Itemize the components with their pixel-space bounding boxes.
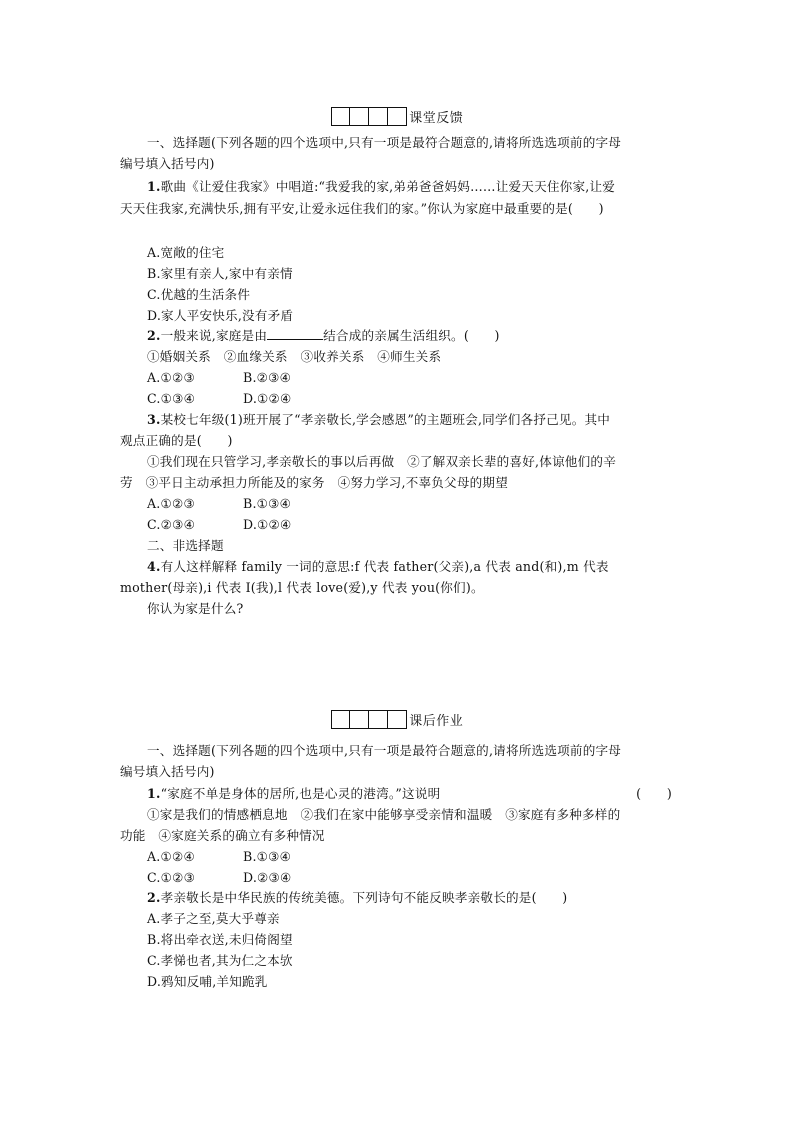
question-number: 1. <box>147 179 161 194</box>
option-b: B.家里有亲人,家中有亲情 <box>147 266 293 281</box>
header-box <box>387 107 407 126</box>
option-c: C.①③④ <box>147 391 196 406</box>
option-a: A.宽敞的住宅 <box>147 245 225 260</box>
section-header-homework <box>0 707 794 729</box>
question-text: 某校七年级(1)班开展了“孝亲敬长,学会感恩”的主题班会,同学们各抒己见。其中 <box>160 412 611 427</box>
question-3-line-2: 观点正确的是( ) <box>120 433 233 448</box>
header-box <box>349 107 369 126</box>
header-boxes <box>331 107 405 126</box>
part1-heading: 一、选择题(下列各题的四个选项中,只有一项是最符合题意的,请将所选选项前的字母 <box>147 743 622 758</box>
hw-question-1-items-2: 功能 ④家庭关系的确立有多种情况 <box>120 828 325 843</box>
answer-paren: ( ) <box>636 786 672 801</box>
question-3-items-2: 劳 ③平日主动承担力所能及的家务 ④努力学习,不辜负父母的期望 <box>120 475 509 490</box>
question-text: 歌曲《让爱住我家》中唱道:“我爱我的家,弟弟爸爸妈妈……让爱天天住你家,让爱 <box>160 179 616 194</box>
option-a: A.①②③ <box>147 496 195 511</box>
hw-question-1 <box>147 783 672 804</box>
question-number: 1. <box>147 786 161 801</box>
option-d: D.①②④ <box>243 391 292 406</box>
question-4-prompt: 你认为家是什么? <box>147 601 244 616</box>
header-box <box>368 107 388 126</box>
options-row <box>147 388 707 409</box>
option-d: D.②③④ <box>243 870 292 885</box>
question-number: 3. <box>147 412 161 427</box>
options-row <box>147 846 707 867</box>
part1-heading: 一、选择题(下列各题的四个选项中,只有一项是最符合题意的,请将所选选项前的字母 <box>147 135 622 150</box>
header-boxes <box>331 710 405 729</box>
question-4-line-1 <box>147 556 707 577</box>
option-b: B.将出牵衣送,未归倚阁望 <box>147 932 293 947</box>
option-a: A.孝子之至,莫大乎尊亲 <box>147 911 280 926</box>
option-b: B.①③④ <box>243 496 292 511</box>
option-c: C.①②③ <box>147 870 196 885</box>
option-d: D.鸦知反哺,羊知跪乳 <box>147 974 268 989</box>
question-2-items: ①婚姻关系 ②血缘关系 ③收养关系 ④师生关系 <box>147 349 442 364</box>
question-text: 结合成的亲属生活组织。( ) <box>323 328 500 343</box>
section-title: 课堂反馈 <box>409 111 464 126</box>
question-4-line-2: mother(母亲),i 代表 I(我),l 代表 love(爱),y 代表 you(你们)。 <box>120 580 484 595</box>
option-a: A.①②④ <box>147 849 195 864</box>
options-row <box>147 867 707 888</box>
option-b: B.①③④ <box>243 849 292 864</box>
option-b: B.②③④ <box>243 370 292 385</box>
part1-heading-cont: 编号填入括号内) <box>120 764 215 779</box>
question-2 <box>147 325 707 346</box>
options-row <box>147 514 707 535</box>
header-box <box>331 107 351 126</box>
question-number: 2. <box>147 328 161 343</box>
question-1-line-2: 天天住我家,充满快乐,拥有平安,让爱永远住我们的家。”你认为家庭中最重要的是( ) <box>120 201 604 216</box>
question-number: 2. <box>147 890 161 905</box>
question-text: 孝亲敬长是中华民族的传统美德。下列诗句不能反映孝亲敬长的是( ) <box>160 890 568 905</box>
option-a: A.①②③ <box>147 370 195 385</box>
section-title: 课后作业 <box>409 714 464 729</box>
answer-blank <box>267 327 323 340</box>
option-c: C.②③④ <box>147 517 196 532</box>
option-c: C.优越的生活条件 <box>147 287 251 302</box>
question-text: 有人这样解释 family 一词的意思:f 代表 father(父亲),a 代表 and(和),m 代表 <box>160 559 609 574</box>
option-c: C.孝悌也者,其为仁之本欤 <box>147 953 293 968</box>
section-header-classroom-feedback <box>0 104 794 126</box>
option-d: D.家人平安快乐,没有矛盾 <box>147 308 294 323</box>
option-d: D.①②④ <box>243 517 292 532</box>
question-text: 一般来说,家庭是由 <box>160 328 268 343</box>
question-number: 4. <box>147 559 161 574</box>
question-3-items-1: ①我们现在只管学习,孝亲敬长的事以后再做 ②了解双亲长辈的喜好,体谅他们的辛 <box>147 454 616 469</box>
header-box <box>387 710 407 729</box>
options-row <box>147 367 707 388</box>
header-box <box>368 710 388 729</box>
hw-question-2 <box>147 887 707 908</box>
hw-question-1-items-1: ①家是我们的情感栖息地 ②我们在家中能够享受亲情和温暖 ③家庭有多种多样的 <box>147 807 621 822</box>
question-text: “家庭不单是身体的居所,也是心灵的港湾。”这说明 <box>160 786 441 801</box>
part2-heading: 二、非选择题 <box>147 538 224 553</box>
header-box <box>331 710 351 729</box>
options-row <box>147 493 707 514</box>
header-box <box>349 710 369 729</box>
part1-heading-cont: 编号填入括号内) <box>120 156 215 171</box>
question-1-line-1 <box>147 176 707 197</box>
question-3-line-1 <box>147 409 707 430</box>
